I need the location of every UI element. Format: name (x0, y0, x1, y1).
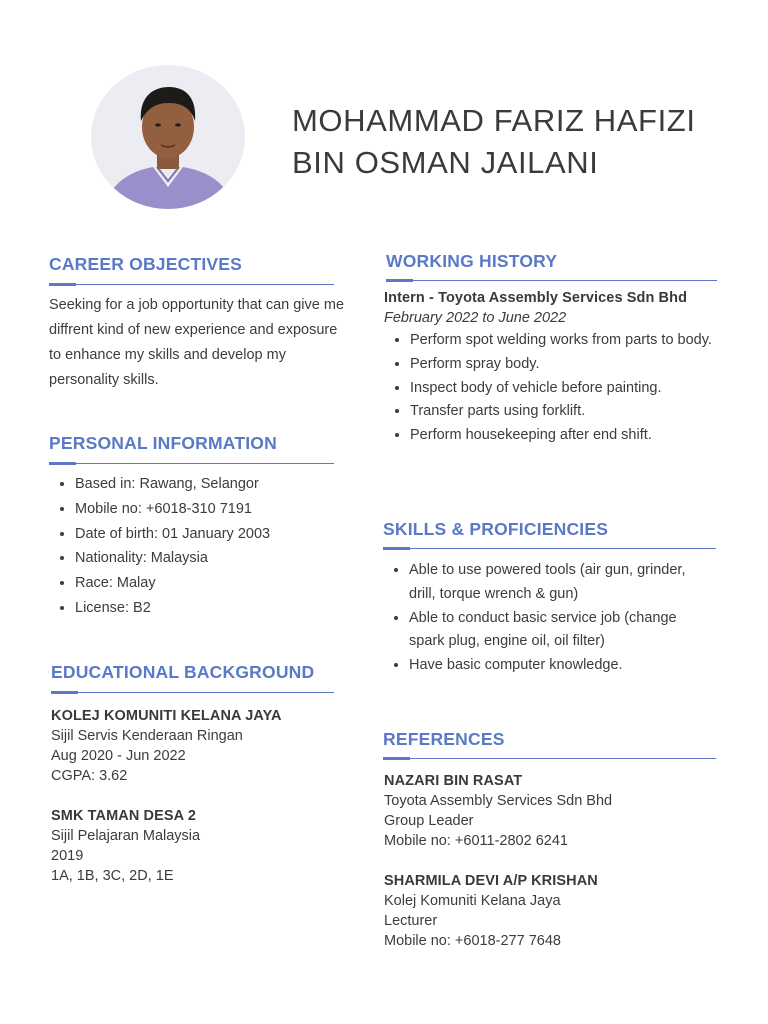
profile-photo (91, 65, 245, 209)
education-entry-2 (51, 806, 351, 886)
reference-company: Toyota Assembly Services Sdn Bhd (384, 793, 613, 809)
working-history-duties (384, 329, 714, 448)
school-period: Aug 2020 - Jun 2022 (51, 748, 186, 764)
school-qualification: Sijil Pelajaran Malaysia (51, 828, 201, 844)
reference-company: Kolej Komuniti Kelana Jaya (384, 893, 561, 909)
job-period: February 2022 to June 2022 (384, 310, 567, 326)
career-objectives-rule (49, 284, 334, 285)
list-item: • Based in: Rawang, Selangor (75, 472, 349, 497)
career-objectives-text: Seeking for a job opportunity that can give me diffrent kind of new experience and exposure to enhance my skills and develop my personality skills. (49, 297, 345, 388)
reference-position: Lecturer (384, 913, 438, 929)
education-entry-1 (51, 706, 351, 786)
education-rule (51, 692, 334, 693)
school-name: KOLEJ KOMUNITI KELANA JAYA (51, 708, 282, 724)
candidate-name (292, 100, 742, 184)
personal-information-rule (49, 463, 334, 464)
skills-rule (383, 548, 716, 549)
personal-information-heading: PERSONAL INFORMATION (49, 433, 277, 453)
references-heading: REFERENCES (383, 729, 505, 749)
list-item: • Perform spray body. (410, 353, 714, 377)
list-item: • Perform spot welding works from parts to body. (410, 329, 714, 353)
school-name: SMK TAMAN DESA 2 (51, 808, 196, 824)
list-item: • Transfer parts using forklift. (410, 400, 714, 424)
personal-information-list (49, 472, 349, 621)
working-history-heading: WORKING HISTORY (386, 251, 558, 271)
working-history-entry (384, 288, 724, 328)
name-line-2: BIN OSMAN JAILANI (292, 145, 599, 180)
reference-position: Group Leader (384, 813, 474, 829)
list-item: • Nationality: Malaysia (75, 546, 349, 571)
school-qualification: Sijil Servis Kenderaan Ringan (51, 728, 243, 744)
career-objectives-heading: CAREER OBJECTIVES (49, 254, 243, 274)
list-item: • Perform housekeeping after end shift. (410, 424, 714, 448)
working-history-rule (386, 280, 717, 281)
list-item: • Race: Malay (75, 571, 349, 596)
list-item: • Inspect body of vehicle before painting. (410, 377, 714, 401)
reference-phone: Mobile no: +6018-277 7648 (384, 933, 561, 949)
job-title: Intern - Toyota Assembly Services Sdn Bhd (384, 290, 688, 306)
school-result: 1A, 1B, 3C, 2D, 1E (51, 868, 174, 884)
reference-phone: Mobile no: +6011-2802 6241 (384, 833, 568, 849)
reference-entry-2 (384, 871, 724, 951)
education-heading: EDUCATIONAL BACKGROUND (51, 662, 315, 682)
list-item: • Mobile no: +6018-310 7191 (75, 497, 349, 522)
skills-heading: SKILLS & PROFICIENCIES (383, 519, 609, 539)
list-item: • Have basic computer knowledge. (409, 654, 713, 678)
list-item: • Able to use powered tools (air gun, grinder, drill, torque wrench & gun) (409, 559, 713, 607)
reference-entry-1 (384, 771, 724, 851)
list-item: • License: B2 (75, 596, 349, 621)
name-line-1: MOHAMMAD FARIZ HAFIZI (292, 103, 696, 138)
reference-name: SHARMILA DEVI A/P KRISHAN (384, 873, 598, 889)
skills-list (383, 559, 713, 678)
list-item: • Able to conduct basic service job (change spark plug, engine oil, oil filter) (409, 607, 713, 655)
school-period: 2019 (51, 848, 84, 864)
references-rule (383, 758, 716, 759)
school-result: CGPA: 3.62 (51, 768, 128, 784)
list-item: • Date of birth: 01 January 2003 (75, 522, 349, 547)
reference-name: NAZARI BIN RASAT (384, 773, 523, 789)
